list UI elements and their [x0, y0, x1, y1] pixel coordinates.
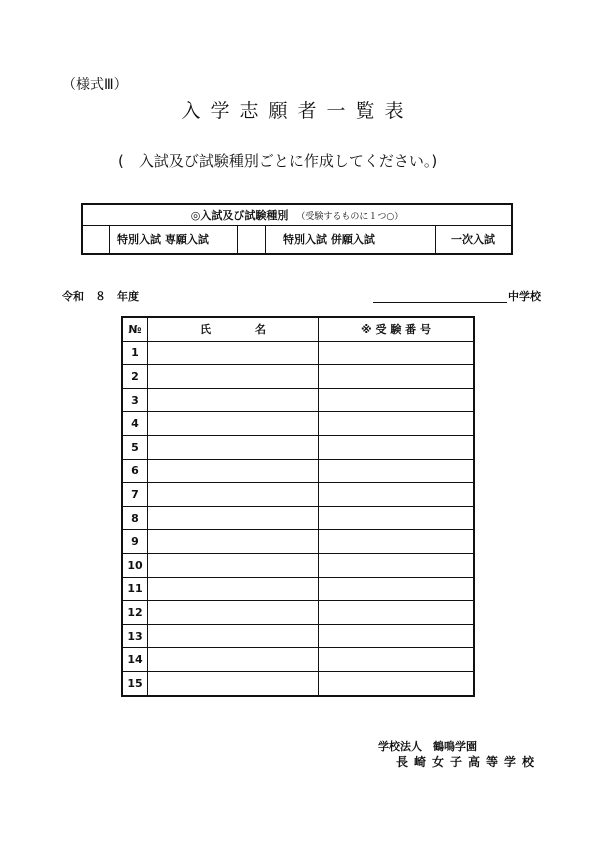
row-number: 13	[122, 624, 148, 648]
table-row	[122, 553, 474, 577]
name-cell[interactable]	[148, 648, 319, 672]
exam-number-cell[interactable]	[319, 365, 475, 389]
row-number: 11	[122, 577, 148, 601]
table-row	[122, 624, 474, 648]
name-cell[interactable]	[148, 506, 319, 530]
name-cell[interactable]	[148, 671, 319, 695]
exam-number-cell[interactable]	[319, 648, 475, 672]
row-number: 7	[122, 483, 148, 507]
exam-number-cell[interactable]	[319, 483, 475, 507]
name-cell[interactable]	[148, 624, 319, 648]
table-row	[122, 506, 474, 530]
school-suffix: 中学校	[508, 290, 541, 303]
row-number: 9	[122, 530, 148, 554]
table-header-row	[122, 317, 474, 341]
table-row	[122, 530, 474, 554]
table-row	[122, 648, 474, 672]
exam-number-cell[interactable]	[319, 577, 475, 601]
row-number: 14	[122, 648, 148, 672]
checkbox-first-round[interactable]	[435, 226, 436, 253]
table-row	[122, 365, 474, 389]
col-header-name: 氏 名	[148, 317, 319, 341]
name-cell[interactable]	[148, 483, 319, 507]
exam-number-cell[interactable]	[319, 553, 475, 577]
name-cell[interactable]	[148, 530, 319, 554]
name-cell[interactable]	[148, 388, 319, 412]
exam-type-box	[81, 203, 513, 255]
col-header-exam-number: ※ 受 験 番 号	[319, 317, 475, 341]
name-cell[interactable]	[148, 412, 319, 436]
name-cell[interactable]	[148, 435, 319, 459]
name-cell[interactable]	[148, 577, 319, 601]
exam-type-title: ◎入試及び試験種別	[190, 209, 289, 222]
row-number: 15	[122, 671, 148, 695]
col-header-no: №	[122, 317, 148, 341]
exam-type-header	[83, 205, 511, 226]
name-cell[interactable]	[148, 601, 319, 625]
checkbox-special-combined[interactable]	[237, 226, 266, 253]
instruction-text: ( 入試及び試験種別ごとに作成してください。)	[118, 152, 438, 170]
table-row	[122, 577, 474, 601]
era-year: 令和 ８ 年度	[62, 290, 139, 303]
option-cell-1	[109, 226, 238, 253]
name-cell[interactable]	[148, 553, 319, 577]
row-number: 6	[122, 459, 148, 483]
row-number: 3	[122, 388, 148, 412]
checkbox-special-exclusive[interactable]	[83, 226, 110, 253]
table-row	[122, 341, 474, 365]
table-row	[122, 459, 474, 483]
school-corporation: 学校法人 鶴鳴学園	[378, 740, 477, 753]
applicant-table	[121, 316, 475, 697]
name-cell[interactable]	[148, 341, 319, 365]
table-row	[122, 671, 474, 695]
table-row	[122, 388, 474, 412]
option-cell-2	[265, 226, 436, 253]
exam-type-note: （受験するものに１つ○）	[296, 211, 404, 222]
exam-number-cell[interactable]	[319, 388, 475, 412]
page-title: 入学志願者一覧表	[181, 100, 414, 122]
row-number: 5	[122, 435, 148, 459]
exam-number-cell[interactable]	[319, 341, 475, 365]
name-cell[interactable]	[148, 459, 319, 483]
exam-number-cell[interactable]	[319, 459, 475, 483]
row-number: 8	[122, 506, 148, 530]
exam-number-cell[interactable]	[319, 506, 475, 530]
exam-number-cell[interactable]	[319, 530, 475, 554]
exam-number-cell[interactable]	[319, 601, 475, 625]
exam-number-cell[interactable]	[319, 435, 475, 459]
name-cell[interactable]	[148, 365, 319, 389]
row-number: 10	[122, 553, 148, 577]
option-first-round: 一次入試	[451, 233, 495, 246]
table-row	[122, 435, 474, 459]
table-row	[122, 412, 474, 436]
option-special-combined: 特別入試 併願入試	[283, 233, 375, 246]
row-number: 12	[122, 601, 148, 625]
table-row	[122, 601, 474, 625]
exam-number-cell[interactable]	[319, 412, 475, 436]
row-number: 4	[122, 412, 148, 436]
school-name: 長崎女子高等学校	[396, 755, 541, 769]
row-number: 2	[122, 365, 148, 389]
school-name-field[interactable]	[373, 302, 507, 303]
form-label: （様式Ⅲ）	[62, 77, 128, 93]
exam-number-cell[interactable]	[319, 671, 475, 695]
option-special-exclusive: 特別入試 専願入試	[117, 233, 209, 246]
table-row	[122, 483, 474, 507]
row-number: 1	[122, 341, 148, 365]
exam-number-cell[interactable]	[319, 624, 475, 648]
